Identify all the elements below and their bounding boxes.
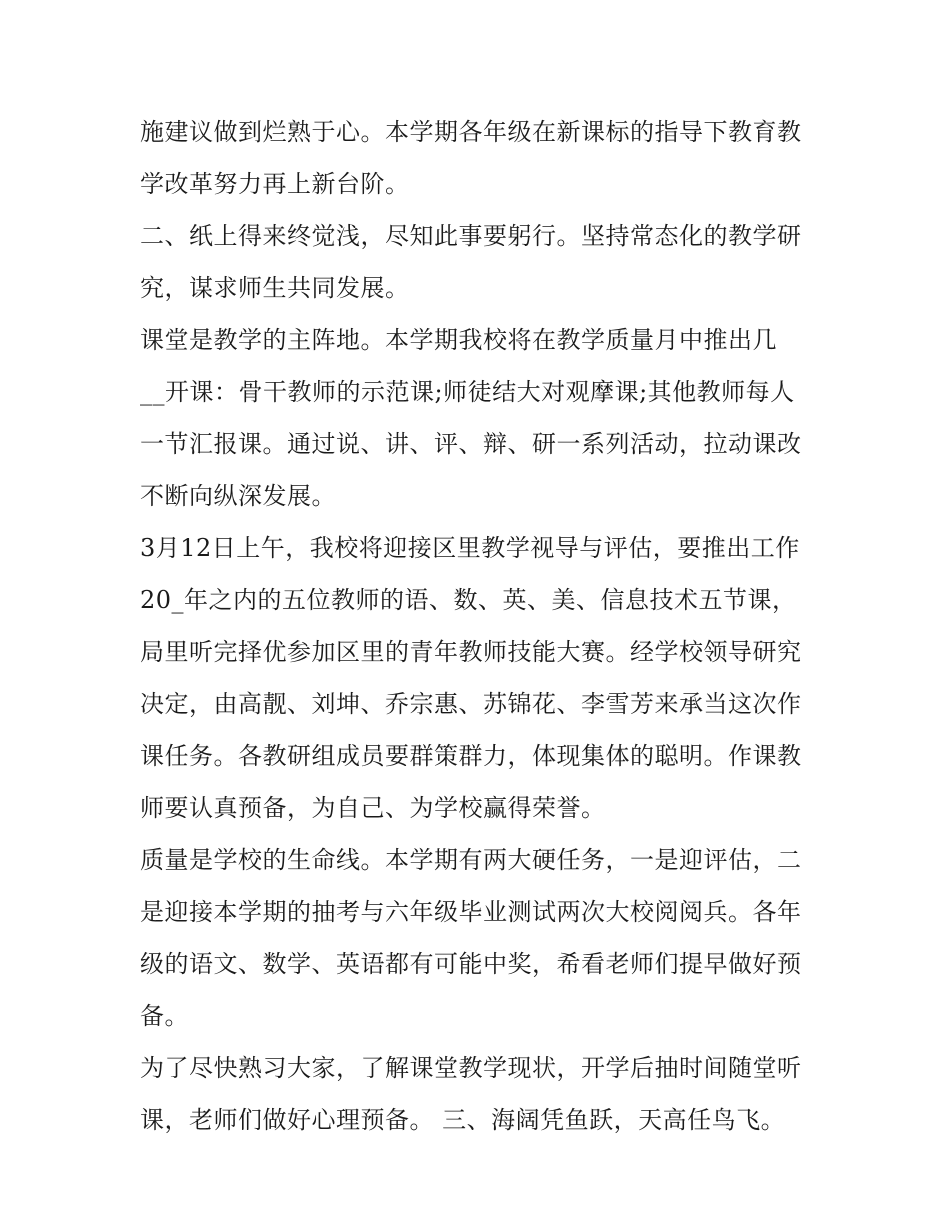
text-line: 为了尽快熟习大家，了解课堂教学现状，开学后抽时间随堂听 — [140, 1054, 802, 1082]
text-line: 20_年之内的五位教师的语、数、英、美、信息技术五节课， — [140, 586, 797, 614]
text-line: 级的语文、数学、英语都有可能中奖，希看老师们提早做好预 — [140, 950, 802, 978]
text-line: 学改革努力再上新台阶。 — [140, 170, 410, 198]
text-line: 课，老师们做好心理预备。 三、海阔凭鱼跃，天高任鸟飞。 — [140, 1106, 786, 1134]
text-line: 备。 — [140, 1002, 189, 1030]
text-line: 课堂是教学的主阵地。本学期我校将在教学质量月中推出几 — [140, 326, 777, 354]
text-line: 究，谋求师生共同发展。 — [140, 274, 410, 302]
text-line: 施建议做到烂熟于心。本学期各年级在新课标的指导下教育教 — [140, 118, 802, 146]
text-line: 二、纸上得来终觉浅，尽知此事要躬行。坚持常态化的教学研 — [140, 222, 802, 250]
text-line: __开课：骨干教师的示范课;师徒结大对观摩课;其他教师每人 — [140, 378, 795, 406]
text-line: 一节汇报课。通过说、讲、评、辩、研一系列活动，拉动课改 — [140, 430, 802, 458]
text-line: 质量是学校的生命线。本学期有两大硬任务，一是迎评估，二 — [140, 846, 802, 874]
text-line: 决定，由高靓、刘坤、乔宗惠、苏锦花、李雪芳来承当这次作 — [140, 690, 802, 718]
text-line: 师要认真预备，为自己、为学校赢得荣誉。 — [140, 794, 606, 822]
document-body — [140, 106, 830, 1146]
text-line: 3月12日上午，我校将迎接区里教学视导与评估，要推出工作 — [140, 534, 800, 562]
text-line: 是迎接本学期的抽考与六年级毕业测试两次大校阅阅兵。各年 — [140, 898, 802, 926]
text-line: 局里听完择优参加区里的青年教师技能大赛。经学校领导研究 — [140, 638, 802, 666]
text-line: 不断向纵深发展。 — [140, 482, 336, 510]
text-line: 课任务。各教研组成员要群策群力，体现集体的聪明。作课教 — [140, 742, 802, 770]
